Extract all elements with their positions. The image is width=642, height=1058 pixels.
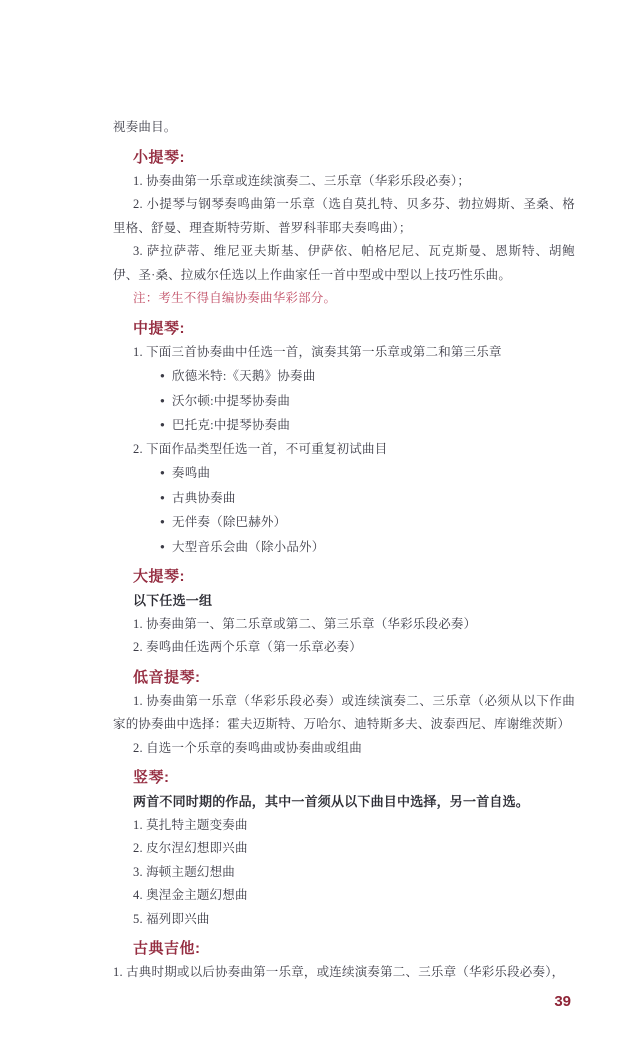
bullet-icon: ● bbox=[160, 517, 166, 526]
list-item: 5. 福列即兴曲 bbox=[133, 911, 210, 926]
section-intro: 以下任选一组 bbox=[133, 593, 213, 608]
bullet-icon: ● bbox=[160, 541, 166, 551]
page-number: 39 bbox=[554, 992, 571, 1010]
note-text: 注：考生不得自编协奏曲华彩部分。 bbox=[133, 291, 337, 305]
bullet-item bbox=[113, 535, 575, 560]
list-item: 1. 协奏曲第一、第二乐章或第二、第三乐章（华彩乐段必奏） bbox=[133, 616, 477, 631]
section-heading-viola: 中提琴: bbox=[133, 319, 185, 337]
bullet-icon: ● bbox=[160, 492, 166, 502]
bullet-icon: ● bbox=[160, 371, 166, 380]
bullet-item bbox=[113, 510, 575, 535]
list-item: 3. 海顿主题幻想曲 bbox=[133, 864, 236, 879]
bullet-icon: ● bbox=[160, 395, 166, 405]
list-item: 4. 奥涅金主题幻想曲 bbox=[133, 888, 248, 902]
bullet-item bbox=[113, 364, 575, 389]
bullet-item-label: 巴托克:中提琴协奏曲 bbox=[172, 418, 291, 432]
section-heading-violin: 小提琴: bbox=[133, 148, 185, 166]
list-item: 1. 协奏曲第一乐章（华彩乐段必奏）或连续演奏二、三乐章（必须从以下作曲家的协奏曲中选择：霍夫迈斯特、万哈尔、迪特斯多夫、波泰西尼、库谢维茨斯） bbox=[113, 693, 575, 731]
section-heading-double-bass: 低音提琴: bbox=[133, 668, 201, 686]
section-heading-cello: 大提琴: bbox=[133, 568, 185, 585]
bullet-icon: ● bbox=[160, 420, 166, 429]
list-item: 2. 奏鸣曲任选两个乐章（第一乐章必奏） bbox=[133, 640, 363, 654]
bullet-item bbox=[113, 389, 575, 414]
section-heading-harp: 竖琴: bbox=[133, 769, 170, 786]
bullet-icon: ● bbox=[160, 468, 166, 477]
bullet-item-label: 沃尔顿:中提琴协奏曲 bbox=[172, 393, 291, 408]
bullet-item bbox=[113, 461, 575, 486]
section-heading-classical-guitar: 古典吉他: bbox=[133, 940, 201, 957]
bullet-item-label: 古典协奏曲 bbox=[172, 490, 236, 505]
list-item: 2. 自选一个乐章的奏鸣曲或协奏曲或组曲 bbox=[133, 740, 363, 755]
bullet-item-label: 无伴奏（除巴赫外） bbox=[172, 515, 287, 529]
list-item: 1. 下面三首协奏曲中任选一首，演奏其第一乐章或第二和第三乐章 bbox=[133, 344, 502, 359]
bullet-item bbox=[113, 413, 575, 438]
bullet-item-label: 欣德米特:《天鹅》协奏曲 bbox=[172, 369, 316, 383]
list-item: 2. 下面作品类型任选一首，不可重复初试曲目 bbox=[133, 441, 388, 456]
list-item: 2. 皮尔涅幻想即兴曲 bbox=[133, 841, 248, 855]
list-item: 1. 古典时期或以后协奏曲第一乐章，或连续演奏第二、三乐章（华彩乐段必奏）， bbox=[113, 965, 565, 979]
bullet-item-label: 大型音乐会曲（除小品外） bbox=[172, 539, 325, 554]
section-intro: 两首不同时期的作品，其中一首须从以下曲目中选择，另一首自选。 bbox=[133, 794, 530, 809]
bullet-item bbox=[113, 486, 575, 511]
list-item: 1. 协奏曲第一乐章或连续演奏二、三乐章（华彩乐段必奏）； bbox=[133, 173, 471, 188]
list-item: 3. 萨拉萨蒂、维尼亚夫斯基、伊萨依、帕格尼尼、瓦克斯曼、恩斯特、胡鲍伊、圣·桑、拉威尔任选以上作曲家任一首中型或中型以上技巧性乐曲。 bbox=[113, 244, 575, 282]
leading-paragraph: 视奏曲目。 bbox=[113, 120, 177, 134]
list-item: 1. 莫扎特主题变奏曲 bbox=[133, 817, 248, 832]
list-item: 2. 小提琴与钢琴奏鸣曲第一乐章（选自莫扎特、贝多芬、勃拉姆斯、圣桑、格里格、舒曼、理查斯特劳斯、普罗科菲耶夫奏鸣曲）； bbox=[113, 197, 575, 235]
bullet-item-label: 奏鸣曲 bbox=[172, 466, 211, 480]
